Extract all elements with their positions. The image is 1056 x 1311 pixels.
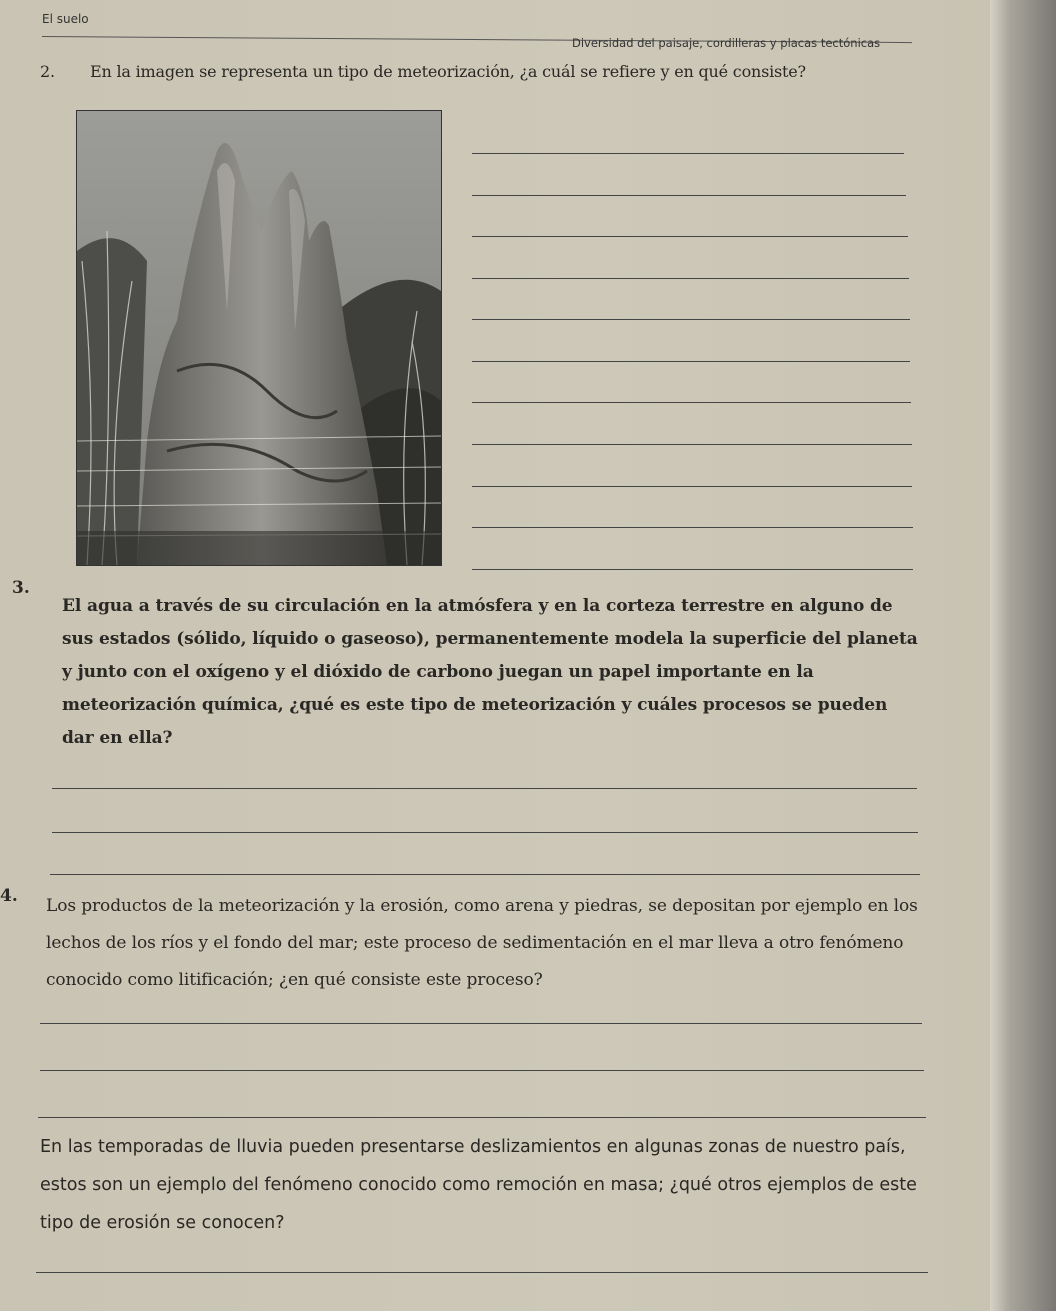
answer-line-q2-8[interactable] [472, 444, 912, 445]
answer-line-q2-2[interactable] [472, 195, 906, 196]
question-4-number: 4. [0, 886, 18, 906]
answer-line-q4-1[interactable] [40, 1023, 922, 1024]
answer-line-q2-6[interactable] [472, 361, 910, 362]
answer-line-q4-2[interactable] [40, 1070, 924, 1071]
question-4-text: Los productos de la meteorización y la erosión, como arena y piedras, se depositan por ejemplo en los lechos de los ríos y el fondo del mar; este proceso de sedimentación en el mar lleva a otro fenómeno conocido como litificación; ¿en qué consiste este proceso? [46, 896, 918, 990]
header-chapter: El suelo [42, 12, 89, 26]
answer-line-q2-5[interactable] [472, 319, 910, 320]
answer-line-q3-1[interactable] [52, 788, 917, 789]
answer-line-q2-1[interactable] [472, 153, 904, 154]
question-2 [40, 62, 920, 81]
question-2-number: 2. [40, 62, 55, 81]
rock-formation-image [77, 111, 441, 565]
answer-line-q2-9[interactable] [472, 486, 912, 487]
answer-line-q2-4[interactable] [472, 278, 909, 279]
answer-line-q3-2[interactable] [52, 832, 918, 833]
page-edge [990, 0, 1056, 1311]
header-section: Diversidad del paisaje, cordilleras y placas tectónicas [572, 36, 881, 50]
answer-line-q4-3[interactable] [38, 1117, 926, 1118]
answer-line-q2-7[interactable] [472, 402, 911, 403]
weathering-photo [76, 110, 442, 566]
answer-line-q3-3[interactable] [50, 874, 920, 875]
question-3-number: 3. [12, 578, 30, 598]
answer-line-q2-10[interactable] [472, 527, 913, 528]
question-5-text: En las temporadas de lluvia pueden presentarse deslizamientos en algunas zonas de nuestro país, estos son un ejemplo del fenómeno conocido como remoción en masa; ¿qué otros ejemplos de este tipo de erosión se conocen? [40, 1137, 917, 1233]
answer-line-q2-3[interactable] [472, 236, 908, 237]
question-2-text: En la imagen se representa un tipo de meteorización, ¿a cuál se refiere y en qué consiste? [90, 62, 806, 81]
answer-line-q2-11[interactable] [472, 569, 913, 570]
question-3-text: El agua a través de su circulación en la atmósfera y en la corteza terrestre en alguno de sus estados (sólido, líquido o gaseoso), permanentemente modela la superficie del planeta y junto con el oxígeno y el dióxido de carbono juegan un papel importante en la meteorización química, ¿qué es este tipo de meteorización y cuáles procesos se pueden dar en ella? [62, 596, 918, 748]
answer-line-q5-1[interactable] [36, 1272, 928, 1273]
